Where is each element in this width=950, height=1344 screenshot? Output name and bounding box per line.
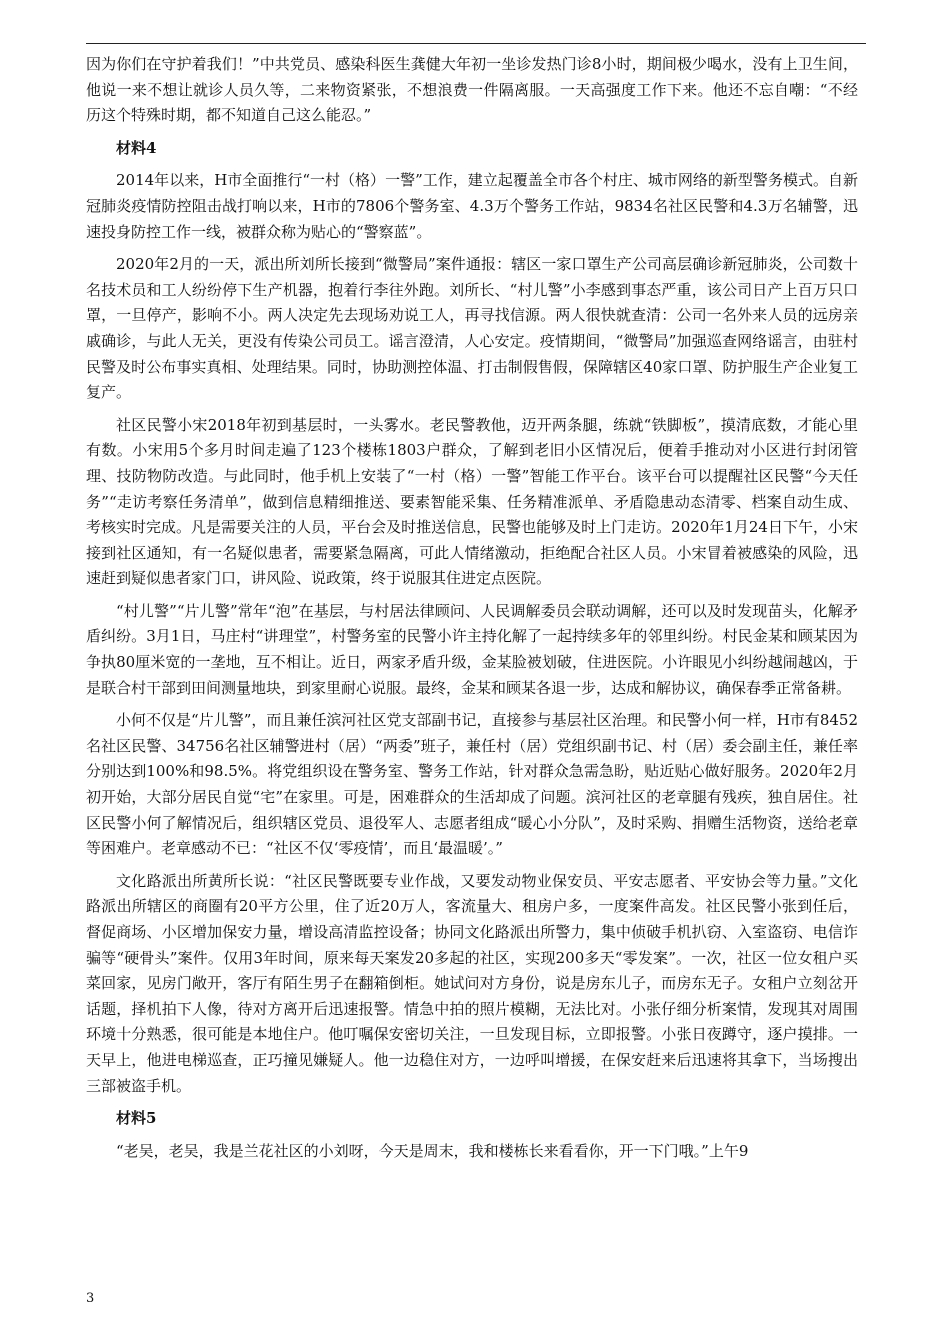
header-rule [86, 43, 866, 44]
paragraph-continued: 因为你们在守护着我们！”中共党员、感染科医生龚健大年初一坐诊发热门诊8小时，期间极少喝水，没有上卫生间，他说一来不想让就诊人员久等，二来物资紧张，不想浪费一件隔离服。一天高强度工作下来。他还不忘自嘲：“不经历这个特殊时期，都不知道自己这么能忍。” [86, 55, 858, 125]
section-heading-material-5: 材料5 [116, 1109, 157, 1128]
paragraph: “村儿警”“片儿警”常年“泡”在基层，与村居法律顾问、人民调解委员会联动调解，还可以及时发现苗头，化解矛盾纠纷。3月1日，马庄村“讲理堂”，村警务室的民警小许主持化解了一起持续多年的邻里纠纷。村民金某和顾某因为争执80厘米宽的一垄地，互不相让。近日，两家矛盾升级，金某脸被划破，住进医院。小许眼见小纠纷越闹越凶，于是联合村干部到田间测量地块，到家里耐心说服。最终，金某和顾某各退一步，达成和解协议，确保春季正常备耕。 [86, 601, 858, 697]
page-number: 3 [86, 1291, 95, 1306]
paragraph: “老吴，老吴，我是兰花社区的小刘呀，今天是周末，我和楼栋长来看看你，开一下门哦。”上午9 [116, 1141, 749, 1160]
paragraph: 文化路派出所黄所长说：“社区民警既要专业作战，又要发动物业保安员、平安志愿者、平安协会等力量。”文化路派出所辖区的商圈有20平方公里，住了近20万人，客流量大、租房户多，一度案件高发。社区民警小张到任后，督促商场、小区增加保安力量，增设高清监控设备；协同文化路派出所警力，集中侦破手机扒窃、入室盗窃、电信诈骗等“硬骨头”案件。仅用3年时间，原来每天案发20多起的社区，实现200多天“零发案”。一次，社区一位女租户买菜回家，见房门敞开，客厅有陌生男子在翻箱倒柜。她试问对方身份，说是房东儿子，而房东无子。女租户立刻岔开话题，择机拍下人像，待对方离开后迅速报警。情急中拍的照片模糊，无法比对。小张仔细分析案情，发现其对周围环境十分熟悉，很可能是本地住户。他叮嘱保安密切关注，一旦发现目标，立即报警。小张日夜蹲守，逐户摸排。一天早上，他进电梯巡查，正巧撞见嫌疑人。他一边稳住对方，一边呼叫增援，在保安赶来后迅速将其拿下，当场搜出三部被盗手机。 [86, 871, 858, 1095]
paragraph: 社区民警小宋2018年初到基层时，一头雾水。老民警教他，迈开两条腿，练就“铁脚板”，摸清底数，才能心里有数。小宋用5个多月时间走遍了123个楼栋1803户群众，了解到老旧小区情况后，便着手推动对小区进行封闭管理、技防物防改造。与此同时，他手机上安装了“一村（格）一警”智能工作平台。该平台可以提醒社区民警“今天任务”“走访考察任务清单”，做到信息精细推送、要素智能采集、任务精准派单、矛盾隐患动态清零、档案自动生成、考核实时完成。凡是需要关注的人员，平台会及时推送信息，民警也能够及时上门走访。2020年1月24日下午，小宋接到社区通知，有一名疑似患者，需要紧急隔离，可此人情绪激动，拒绝配合社区人员。小宋冒着被感染的风险，迅速赶到疑似患者家门口，讲风险、说政策，终于说服其住进定点医院。 [86, 415, 858, 588]
paragraph: 2014年以来，H市全面推行“一村（格）一警”工作，建立起覆盖全市各个村庄、城市网络的新型警务模式。自新冠肺炎疫情防控阻击战打响以来，H市的7806个警务室、4.3万个警务工作站，9834名社区民警和4.3万名辅警，迅速投身防控工作一线，被群众称为贴心的“警察蓝”。 [86, 171, 858, 241]
section-heading-material-4: 材料4 [116, 138, 157, 157]
paragraph: 小何不仅是“片儿警”，而且兼任滨河社区党支部副书记，直接参与基层社区治理。和民警小何一样，H市有8452名社区民警、34756名社区辅警进村（居）“两委”班子，兼任村（居）党组织副书记、村（居）委会副主任，兼任率分别达到100%和98.5%。将党组织设在警务室、警务工作站，针对群众急需急盼，贴近贴心做好服务。2020年2月初开始，大部分居民自觉“宅”在家里。可是，困难群众的生活却成了问题。滨河社区的老章腿有残疾，独自居住。社区民警小何了解情况后，组织辖区党员、退役军人、志愿者组成“暖心小分队”，及时采购、捐赠生活物资，送给老章等困难户。老章感动不已：“社区不仅‘零疫情’，而且‘最温暖’。” [86, 711, 858, 858]
paragraph: 2020年2月的一天，派出所刘所长接到“微警局”案件通报：辖区一家口罩生产公司高层确诊新冠肺炎，公司数十名技术员和工人纷纷停下生产机器，抱着行李往外跑。刘所长、“村儿警”小李感到事态严重，该公司日产上百万只口罩，一旦停产，影响不小。两人决定先去现场劝说工人，再寻找信源。两人很快就查清：公司一名外来人员的远房亲戚确诊，与此人无关，更没有传染公司员工。谣言澄清，人心安定。疫情期间，“微警局”加强巡查网络谣言，由驻村民警及时公布事实真相、处理结果。同时，协助测控体温、打击制假售假，保障辖区40家口罩、防护服生产企业复工复产。 [86, 255, 858, 402]
document-body [86, 52, 858, 1171]
